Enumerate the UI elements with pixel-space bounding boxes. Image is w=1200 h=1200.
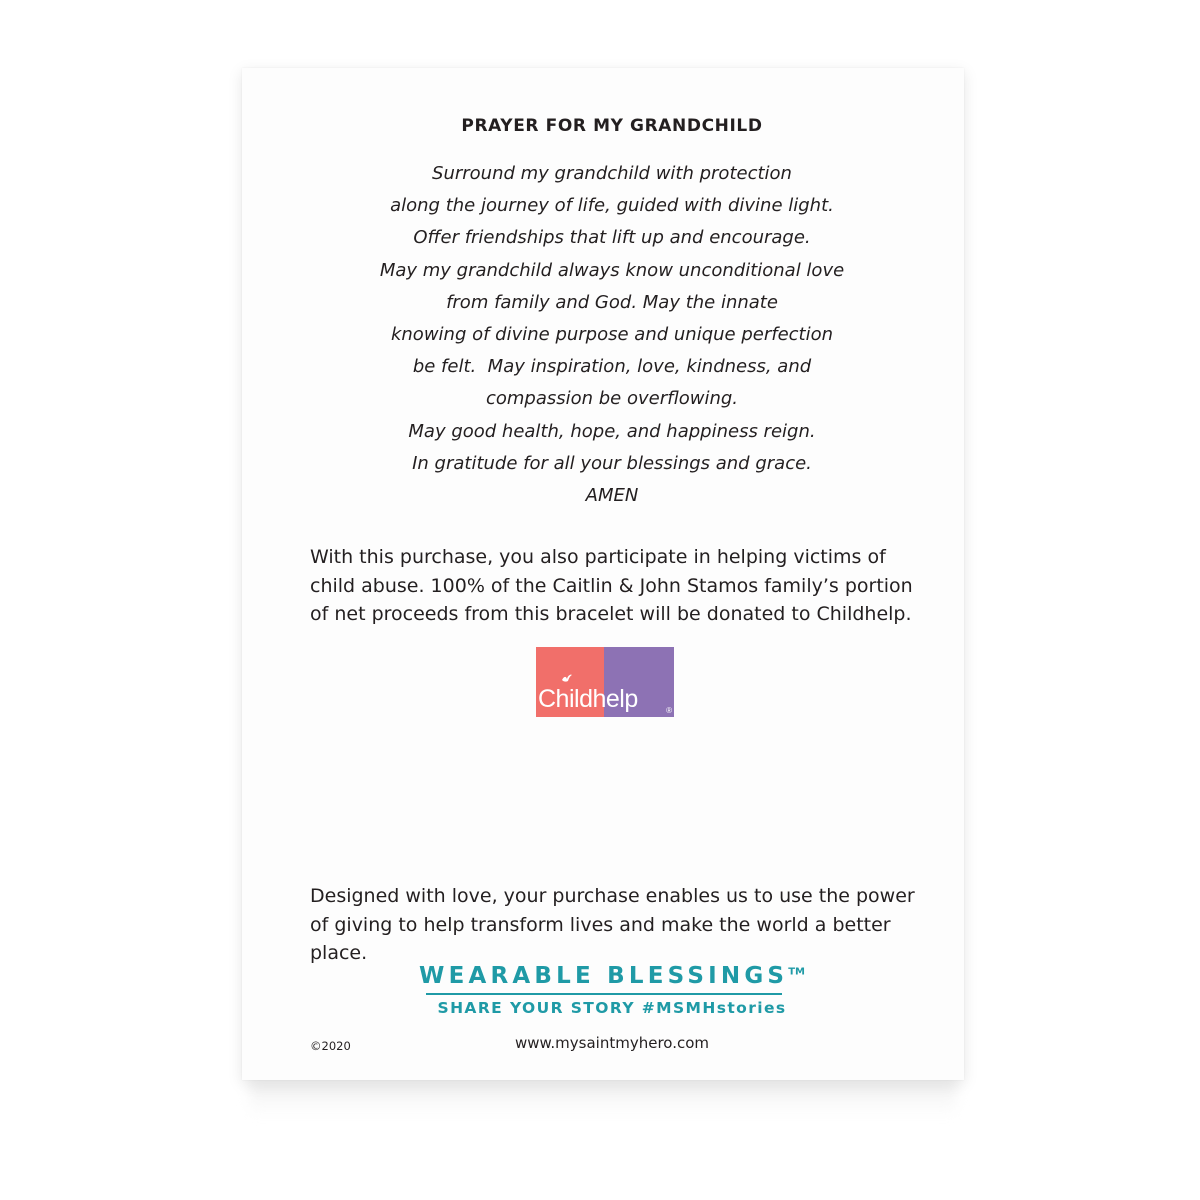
prayer-line: Offer friendships that lift up and encourage.	[413, 227, 811, 249]
prayer-line: along the journey of life, guided with divine light.	[390, 195, 834, 217]
prayer-line: In gratitude for all your blessings and grace.	[412, 452, 812, 474]
logo-wordmark: Childhelp	[538, 685, 638, 713]
prayer-title: PRAYER FOR MY GRANDCHILD	[461, 116, 763, 136]
brand-name-text: WEARABLE BLESSINGS	[419, 963, 789, 989]
copyright-text: ©2020	[310, 1039, 351, 1053]
prayer-line: from family and God. May the innate	[446, 291, 778, 313]
trademark-mark: TM	[788, 966, 805, 978]
prayer-line: May my grandchild always know unconditional love	[379, 259, 845, 281]
prayer-line: compassion be overflowing.	[485, 388, 739, 410]
brand-underline	[426, 993, 782, 995]
prayer-line: be felt. May inspiration, love, kindness, and	[412, 356, 812, 378]
charity-paragraph: With this purchase, you also participate in helping victims of child abuse. 100% of the Caitlin & John Stamos family’s portion of net proceeds from this bracelet will be donated to Childhelp.	[310, 546, 913, 625]
brand-tagline: SHARE YOUR STORY #MSMHstories	[437, 999, 787, 1017]
brand-name	[242, 963, 982, 989]
prayer-line-amen: AMEN	[585, 485, 639, 507]
prayer-line: Surround my grandchild with protection	[432, 163, 792, 184]
prayer-line: May good health, hope, and happiness reign.	[408, 420, 816, 442]
card-shadow	[250, 1080, 956, 1116]
childhelp-logo	[536, 647, 674, 717]
website-text: www.mysaintmyhero.com	[514, 1034, 710, 1052]
dove-icon	[561, 674, 573, 684]
mission-paragraph: Designed with love, your purchase enables us to use the power of giving to help transform lives and make the world a better place.	[310, 885, 915, 964]
prayer-line: knowing of divine purpose and unique perfection	[390, 324, 834, 346]
prayer-text	[242, 158, 982, 512]
logo-registered-mark: ®	[666, 706, 672, 715]
